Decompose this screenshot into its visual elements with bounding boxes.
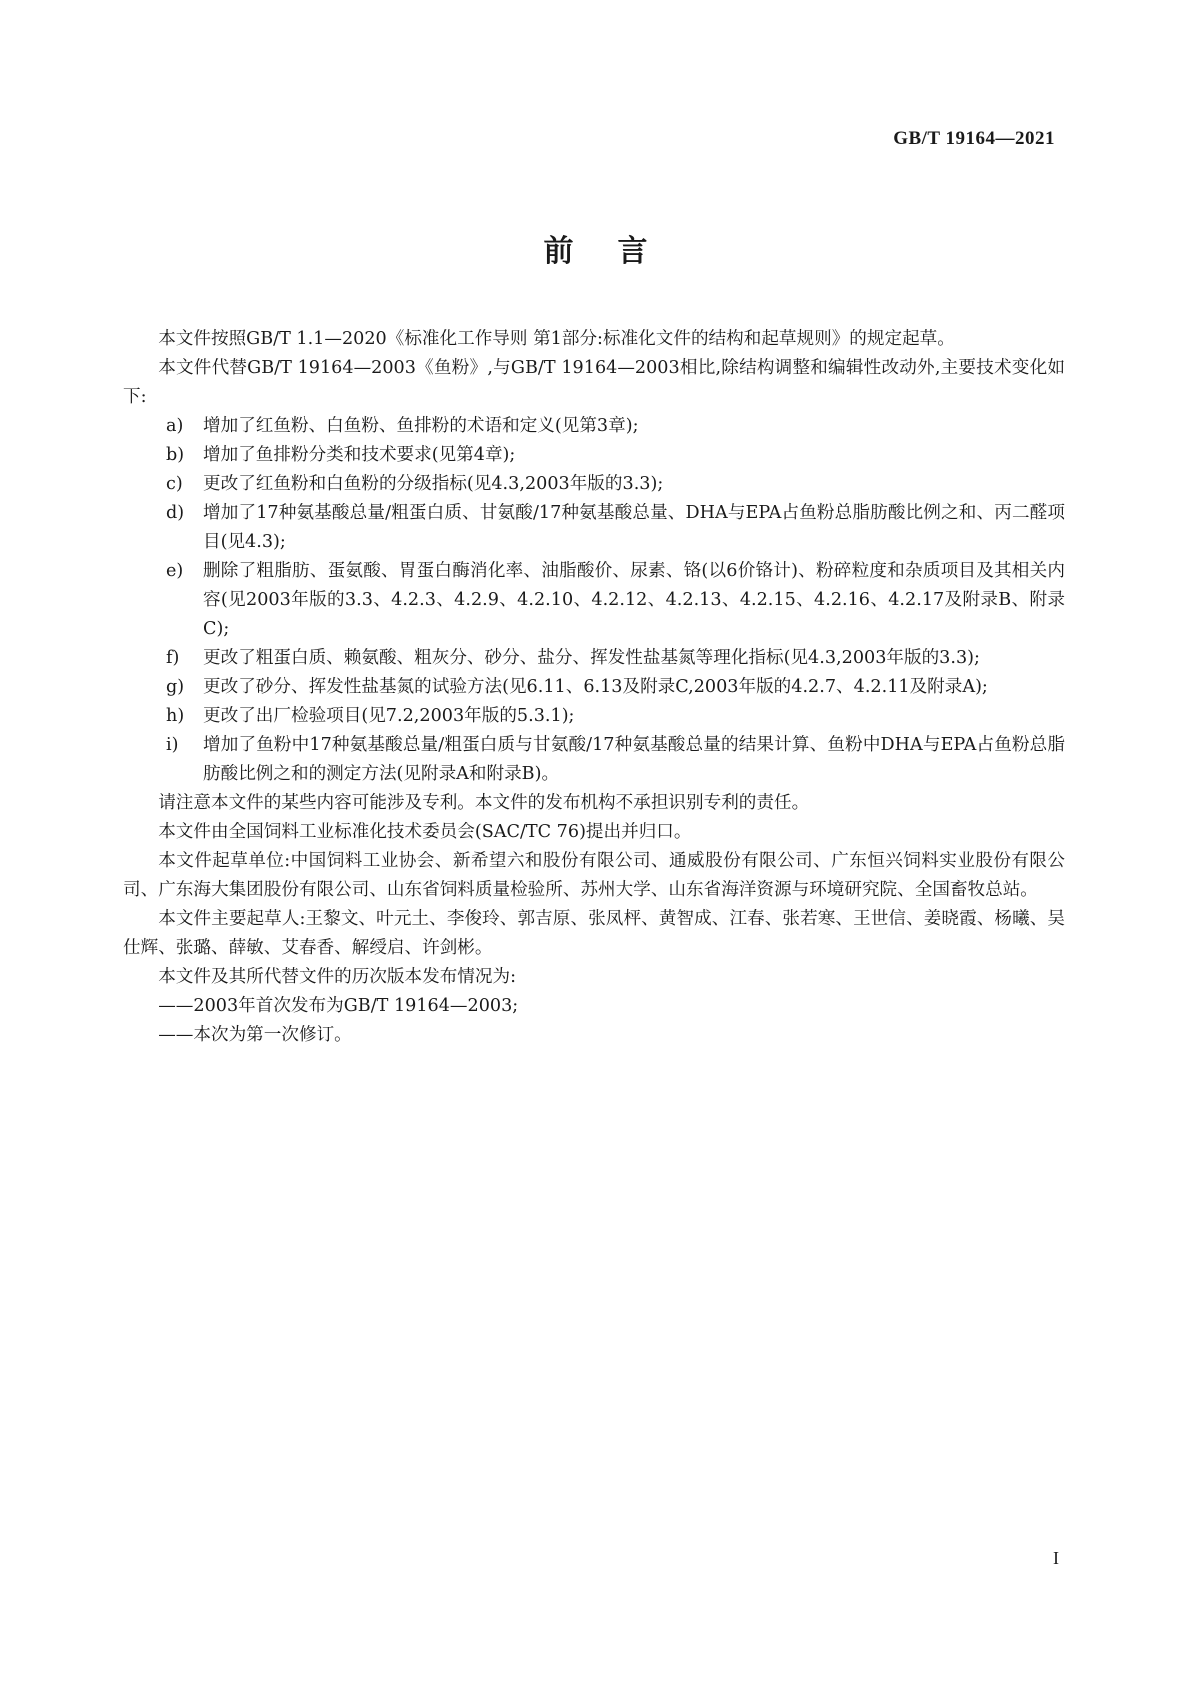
- changes-list: [123, 412, 1065, 789]
- list-item: [123, 470, 1065, 499]
- paragraph-replacement: 本文件代替GB/T 19164—2003《鱼粉》,与GB/T 19164—2003相比,除结构调整和编辑性改动外,主要技术变化如下:: [123, 358, 1065, 407]
- list-marker: a): [166, 416, 184, 436]
- drafting-units: 本文件起草单位:中国饲料工业协会、新希望六和股份有限公司、通威股份有限公司、广东恒兴饲料实业股份有限公司、广东海大集团股份有限公司、山东省饲料质量检验所、苏州大学、山东省海洋资源与环境研究院、全国畜牧总站。: [123, 851, 1065, 900]
- list-item-text: 增加了鱼粉中17种氨基酸总量/粗蛋白质与甘氨酸/17种氨基酸总量的结果计算、鱼粉中DHA与EPA占鱼粉总脂肪酸比例之和的测定方法(见附录A和附录B)。: [203, 735, 1065, 784]
- list-item: [123, 644, 1065, 673]
- list-item-text: 删除了粗脂肪、蛋氨酸、胃蛋白酶消化率、油脂酸价、尿素、铬(以6价铬计)、粉碎粒度和杂质项目及其相关内容(见2003年版的3.3、4.2.3、4.2.9、4.2.10、4.2.12、4.2.13、4.2.15、4.2.16、4.2.17及附录B、附录C);: [203, 561, 1065, 639]
- list-marker: h): [166, 706, 185, 726]
- list-item-text: 增加了17种氨基酸总量/粗蛋白质、甘氨酸/17种氨基酸总量、DHA与EPA占鱼粉总脂肪酸比例之和、丙二醛项目(见4.3);: [203, 503, 1065, 552]
- version-history-item: ——2003年首次发布为GB/T 19164—2003;: [158, 996, 519, 1016]
- list-marker: i): [166, 735, 179, 755]
- list-item-text: 更改了出厂检验项目(见7.2,2003年版的5.3.1);: [203, 706, 575, 726]
- document-code: GB/T 19164—2021: [893, 128, 1055, 149]
- list-item: [123, 499, 1065, 557]
- list-marker: f): [166, 648, 180, 668]
- list-marker: c): [166, 474, 183, 494]
- version-history-item: ——本次为第一次修订。: [158, 1025, 352, 1045]
- list-marker: d): [166, 503, 185, 523]
- main-drafters: 本文件主要起草人:王黎文、叶元土、李俊玲、郭吉原、张凤枰、黄智成、江春、张若寒、王世信、姜晓霞、杨曦、吴仕辉、张璐、薛敏、艾春香、解绶启、许剑彬。: [123, 909, 1065, 958]
- page-title: 前言: [543, 234, 692, 269]
- patent-notice: 请注意本文件的某些内容可能涉及专利。本文件的发布机构不承担识别专利的责任。: [158, 793, 810, 813]
- list-item-text: 更改了砂分、挥发性盐基氮的试验方法(见6.11、6.13及附录C,2003年版的4.2.7、4.2.11及附录A);: [203, 677, 988, 697]
- list-marker: e): [166, 561, 184, 581]
- version-history-intro: 本文件及其所代替文件的历次版本发布情况为:: [158, 967, 516, 987]
- list-item: [123, 731, 1065, 789]
- foreword-body: [123, 325, 1065, 1050]
- list-item-text: 更改了粗蛋白质、赖氨酸、粗灰分、砂分、盐分、挥发性盐基氮等理化指标(见4.3,2003年版的3.3);: [203, 648, 980, 668]
- list-item: [123, 702, 1065, 731]
- list-item-text: 更改了红鱼粉和白鱼粉的分级指标(见4.3,2003年版的3.3);: [203, 474, 664, 494]
- page-number: I: [1053, 1548, 1059, 1568]
- list-item: [123, 673, 1065, 702]
- list-item-text: 增加了鱼排粉分类和技术要求(见第4章);: [203, 445, 516, 465]
- paragraph-drafting-rules: 本文件按照GB/T 1.1—2020《标准化工作导则 第1部分:标准化文件的结构和起草规则》的规定起草。: [158, 329, 955, 349]
- list-marker: g): [166, 677, 185, 697]
- proposer-statement: 本文件由全国饲料工业标准化技术委员会(SAC/TC 76)提出并归口。: [158, 822, 692, 842]
- list-marker: b): [166, 445, 185, 465]
- list-item: [123, 557, 1065, 644]
- list-item-text: 增加了红鱼粉、白鱼粉、鱼排粉的术语和定义(见第3章);: [203, 416, 639, 436]
- list-item: [123, 441, 1065, 470]
- list-item: [123, 412, 1065, 441]
